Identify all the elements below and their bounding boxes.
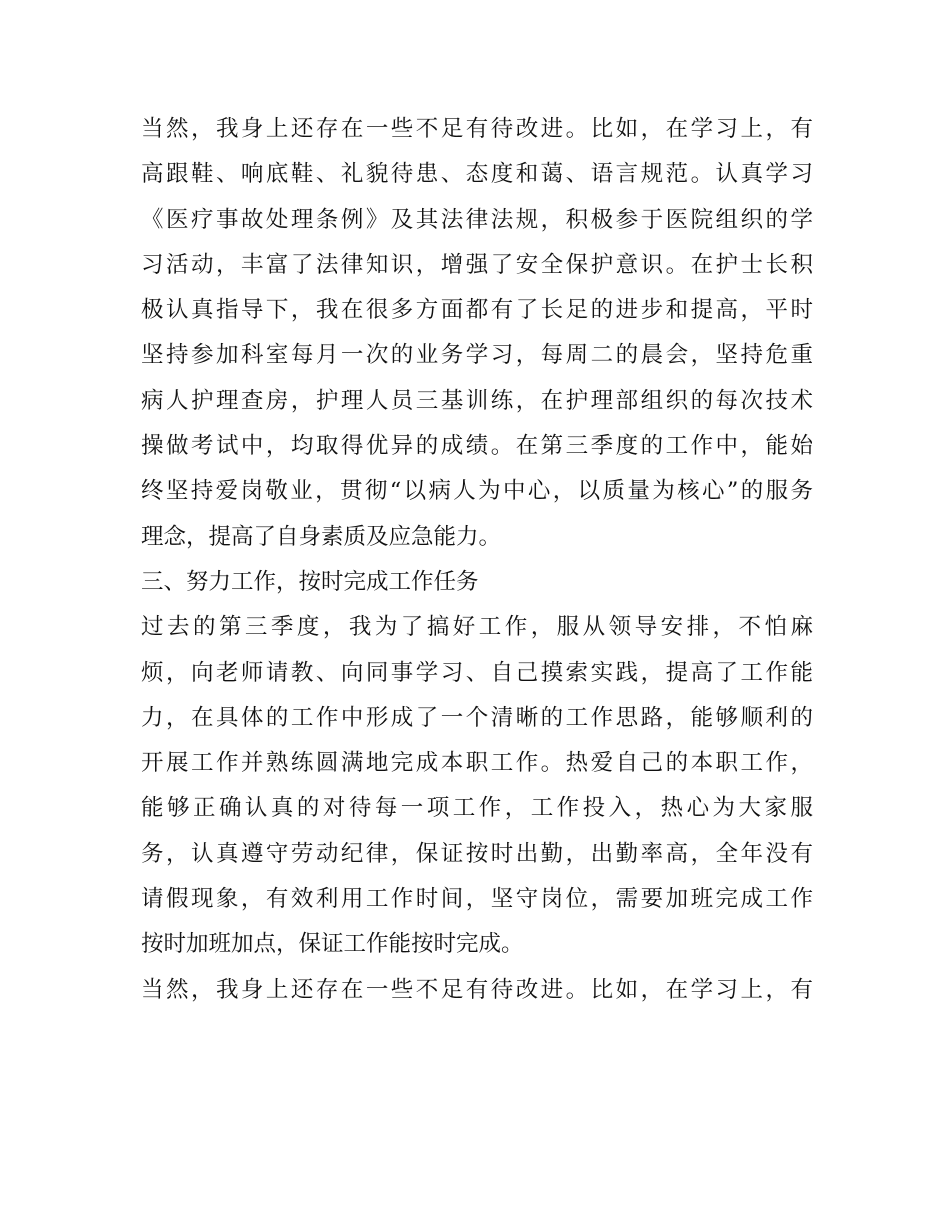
text-line: 务，认真遵守劳动纪律，保证按时出勤，出勤率高，全年没有 [141, 840, 813, 867]
text-line: 请假现象，有效利用工作时间，坚守岗位，需要加班完成工作 [141, 886, 813, 913]
text-line: 终坚持爱岗敬业，贯彻“以病人为中心，以质量为核心”的服务 [141, 478, 813, 505]
text-line: 病人护理查房，护理人员三基训练，在护理部组织的每次技术 [141, 387, 813, 414]
text-line: 当然，我身上还存在一些不足有待改进。比如，在学习上，有 [141, 976, 813, 1003]
text-line: 能够正确认真的对待每一项工作，工作投入，热心为大家服 [141, 795, 813, 822]
text-line: 坚持参加科室每月一次的业务学习，每周二的晨会，坚持危重 [141, 342, 813, 369]
text-line: 力，在具体的工作中形成了一个清晰的工作思路，能够顺利的 [141, 704, 813, 731]
text-line: 按时加班加点，保证工作能按时完成。 [141, 931, 524, 958]
paragraph-3 [141, 968, 813, 1013]
heading-text: 三、努力工作，按时完成工作任务 [141, 568, 479, 595]
text-line: 极认真指导下，我在很多方面都有了长足的进步和提高，平时 [141, 297, 813, 324]
text-line: 习活动，丰富了法律知识，增强了安全保护意识。在护士长积 [141, 251, 813, 278]
paragraph-2 [141, 605, 813, 967]
document-body [141, 107, 813, 1013]
text-line: 《医疗事故处理条例》及其法律法规，积极参于医院组织的学 [141, 206, 813, 233]
text-line: 过去的第三季度，我为了搞好工作，服从领导安排，不怕麻 [141, 614, 813, 641]
section-heading [141, 560, 813, 605]
paragraph-1 [141, 107, 813, 560]
text-line: 当然，我身上还存在一些不足有待改进。比如，在学习上，有 [141, 116, 813, 142]
text-line: 开展工作并熟练圆满地完成本职工作。热爱自己的本职工作， [141, 750, 813, 777]
text-line: 操做考试中，均取得优异的成绩。在第三季度的工作中，能始 [141, 433, 813, 460]
text-line: 烦，向老师请教、向同事学习、自己摸索实践，提高了工作能 [141, 659, 813, 686]
text-line: 理念，提高了自身素质及应急能力。 [141, 523, 502, 550]
text-line: 高跟鞋、响底鞋、礼貌待患、态度和蔼、语言规范。认真学习 [141, 161, 813, 188]
